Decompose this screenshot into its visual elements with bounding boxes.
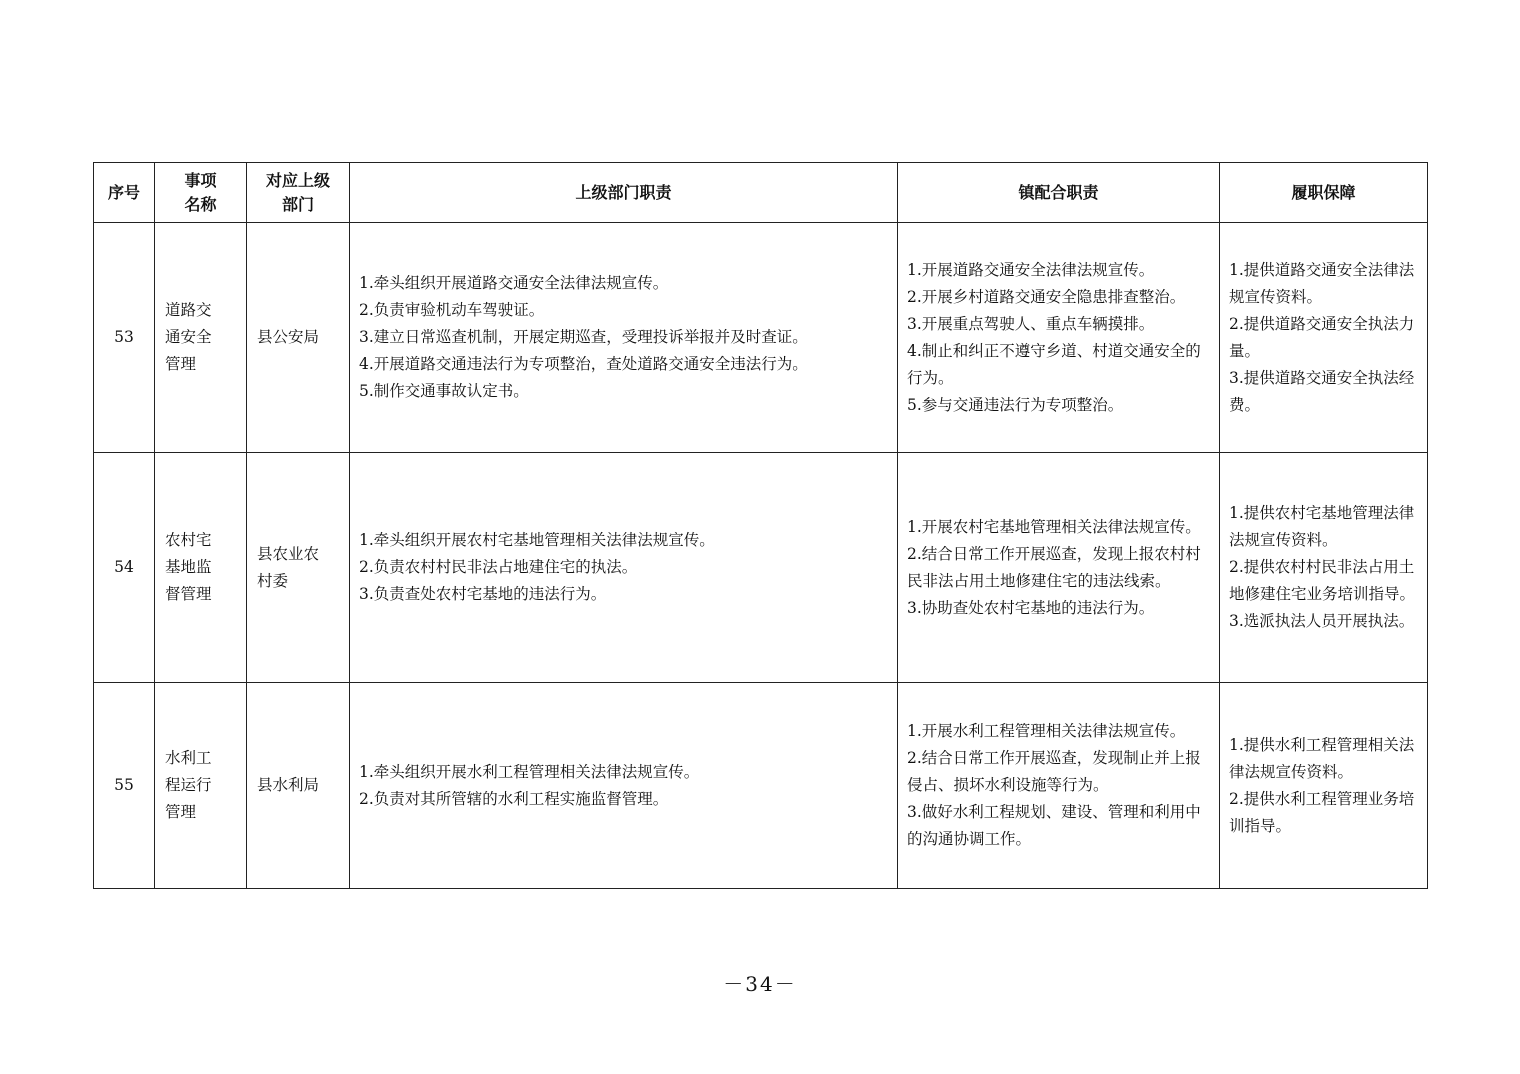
row-item-name <box>155 223 247 453</box>
duty-item: 1.牵头组织开展道路交通安全法律法规宣传。 <box>359 274 669 292</box>
duty-item: 4.制止和纠正不遵守乡道、村道交通安全的行为。 <box>907 341 1201 387</box>
duty-item: 1.开展道路交通安全法律法规宣传。 <box>907 260 1155 279</box>
item-name-line: 督管理 <box>165 585 212 603</box>
header-item-name-line: 名称 <box>184 194 217 214</box>
duty-item: 2.负责对其所管辖的水利工程实施监督管理。 <box>359 789 669 808</box>
row-guarantees <box>1220 683 1428 889</box>
guarantee-item: 1.提供农村宅基地管理法律法规宣传资料。 <box>1229 504 1415 549</box>
row-town-duties <box>898 683 1220 889</box>
guarantee-item: 1.提供道路交通安全法律法规宣传资料。 <box>1229 260 1415 306</box>
row-upper-duties <box>350 453 898 683</box>
item-name-line: 基地监 <box>165 558 212 576</box>
dept-line: 县公安局 <box>257 328 320 346</box>
row-item-name <box>155 683 247 889</box>
duty-item: 5.制作交通事故认定书。 <box>359 382 529 400</box>
duty-item: 1.牵头组织开展水利工程管理相关法律法规宣传。 <box>359 762 700 781</box>
header-upper-duties: 上级部门职责 <box>350 163 898 223</box>
duty-item: 3.负责查处农村宅基地的违法行为。 <box>359 585 607 603</box>
duty-item: 2.结合日常工作开展巡查，发现上报农村村民非法占用土地修建住宅的违法线索。 <box>907 544 1201 590</box>
header-upper-dept-line: 对应上级 <box>265 170 330 190</box>
duty-item: 5.参与交通违法行为专项整治。 <box>907 395 1124 414</box>
row-guarantees <box>1220 453 1428 683</box>
duty-item: 1.牵头组织开展农村宅基地管理相关法律法规宣传。 <box>359 531 715 549</box>
duty-item: 2.负责农村村民非法占地建住宅的执法。 <box>359 558 638 576</box>
duty-item: 3.建立日常巡查机制，开展定期巡查，受理投诉举报并及时查证。 <box>359 328 808 346</box>
row-serial: 54 <box>94 453 155 683</box>
item-name-line: 道路交 <box>165 301 212 319</box>
header-serial: 序号 <box>94 163 155 223</box>
header-upper-dept-line: 部门 <box>281 194 314 214</box>
item-name-line: 程运行 <box>165 776 212 794</box>
guarantee-item: 3.选派执法人员开展执法。 <box>1229 612 1415 630</box>
table-header-row <box>94 163 1428 223</box>
dept-line: 县水利局 <box>257 776 320 794</box>
header-upper-dept <box>247 163 350 223</box>
duty-item: 2.结合日常工作开展巡查，发现制止并上报侵占、损坏水利设施等行为。 <box>907 749 1201 794</box>
row-upper-duties <box>350 683 898 889</box>
item-name-line: 通安全 <box>165 328 212 346</box>
table-row <box>94 223 1428 453</box>
dept-line: 村委 <box>257 571 289 590</box>
row-serial: 53 <box>94 223 155 453</box>
row-upper-dept <box>247 683 350 889</box>
row-upper-dept <box>247 223 350 453</box>
row-serial: 55 <box>94 683 155 889</box>
duty-item: 3.做好水利工程规划、建设、管理和利用中的沟通协调工作。 <box>907 803 1201 848</box>
row-guarantees <box>1220 223 1428 453</box>
duty-item: 2.开展乡村道路交通安全隐患排查整治。 <box>907 287 1186 306</box>
duties-table <box>93 162 1428 889</box>
table-row <box>94 453 1428 683</box>
row-item-name <box>155 453 247 683</box>
duty-item: 2.负责审验机动车驾驶证。 <box>359 301 545 319</box>
duty-item: 4.开展道路交通违法行为专项整治，查处道路交通安全违法行为。 <box>359 355 808 373</box>
guarantee-item: 1.提供水利工程管理相关法律法规宣传资料。 <box>1229 735 1415 781</box>
item-name-line: 农村宅 <box>165 531 212 549</box>
duty-item: 3.协助查处农村宅基地的违法行为。 <box>907 598 1155 617</box>
header-guarantees: 履职保障 <box>1220 163 1428 223</box>
item-name-line: 水利工 <box>165 749 212 767</box>
duty-item: 1.开展农村宅基地管理相关法律法规宣传。 <box>907 517 1201 536</box>
header-town-duties: 镇配合职责 <box>898 163 1220 223</box>
duty-item: 3.开展重点驾驶人、重点车辆摸排。 <box>907 314 1155 333</box>
table-row <box>94 683 1428 889</box>
guarantee-item: 2.提供水利工程管理业务培训指导。 <box>1229 789 1415 835</box>
row-upper-dept <box>247 453 350 683</box>
duty-item: 1.开展水利工程管理相关法律法规宣传。 <box>907 722 1186 740</box>
guarantee-item: 2.提供道路交通安全执法力量。 <box>1229 314 1415 360</box>
item-name-line: 管理 <box>165 355 197 373</box>
guarantee-item: 2.提供农村村民非法占用土地修建住宅业务培训指导。 <box>1229 558 1416 603</box>
row-town-duties <box>898 223 1220 453</box>
row-town-duties <box>898 453 1220 683</box>
guarantee-item: 3.提供道路交通安全执法经费。 <box>1229 368 1415 414</box>
header-item-name-line: 事项 <box>184 170 217 190</box>
page-number: －34－ <box>723 972 797 996</box>
dept-line: 县农业农 <box>257 544 320 563</box>
item-name-line: 管理 <box>165 803 197 821</box>
header-item-name <box>155 163 247 223</box>
row-upper-duties <box>350 223 898 453</box>
